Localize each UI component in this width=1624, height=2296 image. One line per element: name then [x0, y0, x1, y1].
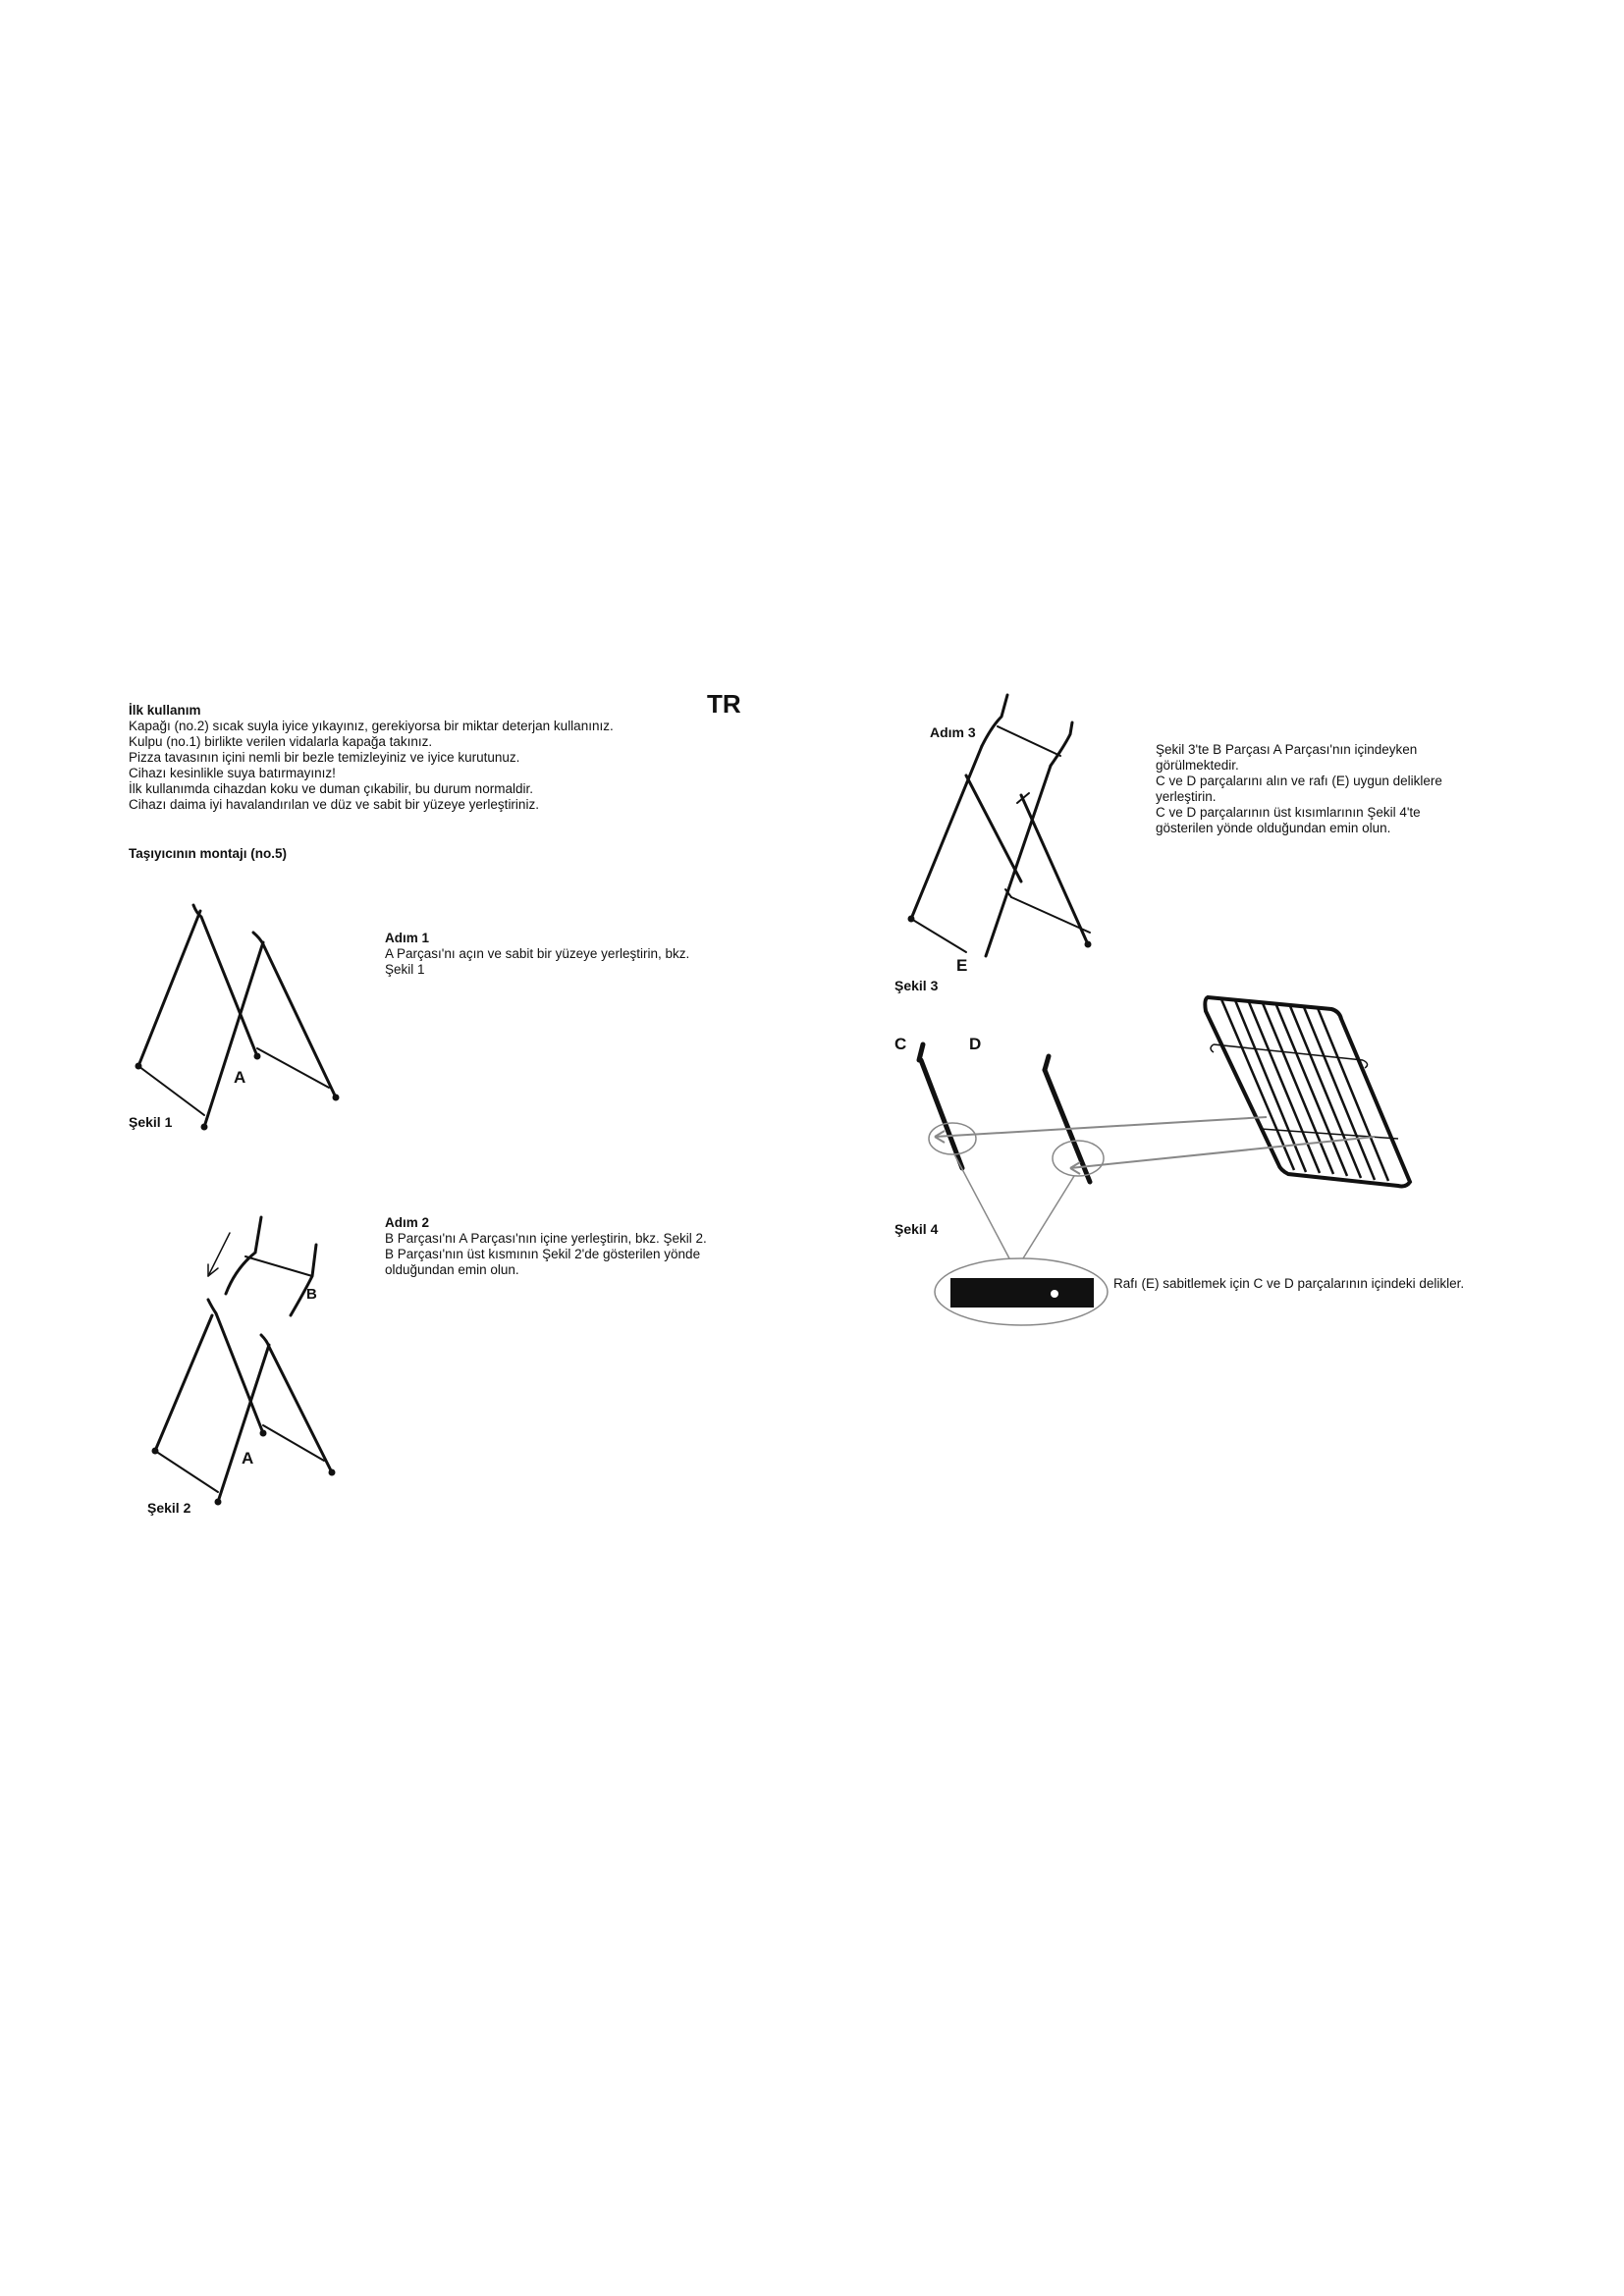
label-part-d: D — [969, 1035, 982, 1053]
figure-2-caption: Şekil 2 — [147, 1500, 191, 1516]
label-part-e: E — [956, 956, 968, 975]
step1-line: A Parçası'nı açın ve sabit bir yüzeye yerleştirin, bkz. — [385, 946, 690, 961]
assembly-heading: Taşıyıcının montajı (no.5) — [129, 846, 288, 861]
step2-line: B Parçası'nın üst kısmının Şekil 2'de gösterilen yönde — [385, 1247, 701, 1261]
step2-title: Adım 2 — [385, 1215, 430, 1230]
step2-line: B Parçası'nı A Parçası'nın içine yerleştirin, bkz. Şekil 2. — [385, 1231, 707, 1246]
first-use-line: Cihazı kesinlikle suya batırmayınız! — [129, 766, 336, 780]
label-part-c: C — [894, 1035, 907, 1053]
first-use-line: Kulpu (no.1) birlikte verilen vidalarla kapağa takınız. — [129, 734, 433, 749]
step3-line: görülmektedir. — [1156, 758, 1239, 773]
language-code: TR — [707, 689, 741, 719]
step1-line: Şekil 1 — [385, 962, 425, 977]
step3-line: yerleştirin. — [1156, 789, 1217, 804]
first-use-heading: İlk kullanım — [129, 703, 201, 718]
label-part-b: B — [306, 1286, 317, 1303]
step1-title: Adım 1 — [385, 931, 430, 945]
step3-title: Adım 3 — [930, 724, 976, 740]
first-use-line: İlk kullanımda cihazdan koku ve duman çıkabilir, bu durum normaldir. — [129, 781, 533, 796]
holes-note: Rafı (E) sabitlemek için C ve D parçalarının içindeki delikler. — [1113, 1276, 1465, 1291]
step3-line: Şekil 3'te B Parçası A Parçası'nın içindeyken — [1156, 742, 1418, 757]
step2-line: olduğundan emin olun. — [385, 1262, 519, 1277]
figure-4-caption: Şekil 4 — [894, 1221, 939, 1237]
first-use-line: Pizza tavasının içini nemli bir bezle temizleyiniz ve iyice kurutunuz. — [129, 750, 520, 765]
label-part-a-fig2: A — [242, 1449, 254, 1468]
step3-line: C ve D parçalarının üst kısımlarının Şekil 4'te — [1156, 805, 1421, 820]
figure-3-caption: Şekil 3 — [894, 978, 939, 993]
first-use-line: Cihazı daima iyi havalandırılan ve düz ve sabit bir yüzeye yerleştiriniz. — [129, 797, 539, 812]
figure-1-caption: Şekil 1 — [129, 1114, 173, 1130]
label-part-a-fig1: A — [234, 1068, 246, 1087]
first-use-line: Kapağı (no.2) sıcak suyla iyice yıkayınız, gerekiyorsa bir miktar deterjan kullanınız. — [129, 719, 614, 733]
step3-line: C ve D parçalarını alın ve rafı (E) uygun deliklere — [1156, 774, 1442, 788]
step3-line: gösterilen yönde olduğundan emin olun. — [1156, 821, 1391, 835]
